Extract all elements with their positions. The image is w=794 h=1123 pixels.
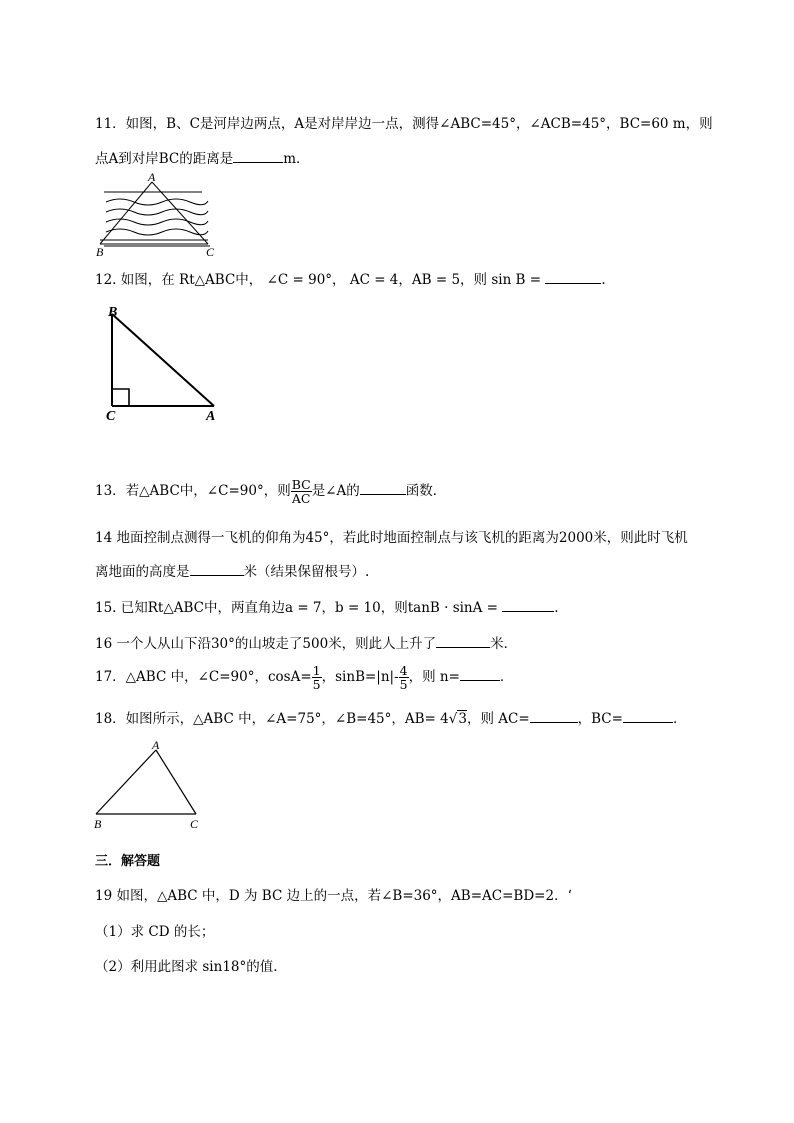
- fraction-numerator: 1: [312, 663, 321, 678]
- q17-line: [95, 664, 513, 691]
- side-ab: [112, 314, 214, 406]
- answer-blank: [233, 150, 283, 163]
- wave-line: [106, 209, 208, 215]
- q11-line1: 11．如图，B、C是河岸边两点，A是对岸岸边一点，测得∠ABC=45°，∠ACB=45°，BC=60 m，则: [95, 116, 713, 132]
- sqrt-radicand: 3: [458, 711, 467, 727]
- right-angle-mark: [112, 389, 129, 406]
- answer-blank: [190, 563, 244, 576]
- q14-text-a: 离地面的高度是: [95, 564, 190, 580]
- q12-text: 12. 如图，在 Rt△ABC中， ∠C = 90°， AC = 4，AB = 5，则 sin B =: [95, 272, 542, 288]
- wave-line: [106, 199, 208, 205]
- label-a: A: [148, 172, 156, 184]
- label-b: B: [96, 245, 104, 258]
- q11-line2-unit: m．: [283, 151, 310, 167]
- fraction-bc-ac: [291, 478, 312, 505]
- q16-text: 16 一个人从山下沿30°的山坡走了500米，则此人上升了: [95, 636, 437, 652]
- q17-text-a: 17．△ABC 中，∠C=90°，cosA=: [95, 669, 312, 686]
- label-c: C: [106, 409, 116, 424]
- q13-text-c: 函数．: [405, 483, 447, 500]
- fraction-numerator: 4: [399, 663, 408, 678]
- q18-tail: ．: [672, 711, 687, 727]
- q19-part1: （1）求 CD 的长；: [95, 924, 215, 940]
- label-b: B: [94, 817, 102, 831]
- wave-line: [106, 229, 208, 235]
- q14-line1: 14 地面控制点测得一飞机的仰角为45°，若此时地面控制点与该飞机的距离为2000米，则此时飞机: [95, 530, 688, 546]
- answer-blank: [545, 271, 601, 284]
- q18-line: [95, 707, 686, 727]
- wave-line: [106, 219, 208, 225]
- q13-line: [95, 478, 446, 505]
- label-c: C: [190, 817, 199, 831]
- triangle-figure: [90, 738, 210, 832]
- fraction-four-fifths: [399, 664, 409, 691]
- label-b: B: [108, 305, 118, 320]
- answer-blank: [436, 635, 490, 648]
- q16-line: [95, 632, 517, 652]
- q14-text-b: 米（结果保留根号）.: [243, 564, 370, 580]
- fraction-denominator: 5: [312, 677, 321, 693]
- q19-main: 19 如图，△ABC 中，D 为 BC 边上的一点，若∠B=36°，AB=AC=BD=2．‘: [95, 888, 572, 904]
- answer-blank: [460, 668, 500, 681]
- label-c: C: [206, 245, 215, 258]
- q15-tail: .: [554, 600, 559, 616]
- label-a: A: [206, 409, 216, 424]
- fraction-denominator: 5: [399, 677, 408, 693]
- q19-part2: （2）利用此图求 sin18°的值.: [95, 959, 278, 975]
- q14-line2: [95, 560, 369, 580]
- q17-text-c: ，则 n=: [408, 669, 460, 686]
- q13-text-b: 是∠A的: [311, 483, 360, 500]
- q17-tail: ．: [499, 669, 514, 686]
- answer-blank: [530, 710, 578, 723]
- q16-tail: 米．: [490, 636, 518, 652]
- answer-blank: [502, 599, 554, 612]
- right-triangle-figure: [100, 300, 230, 426]
- q18-text-a: 18．如图所示，△ABC 中，∠A=75°，∠B=45°，AB= 4: [95, 711, 449, 727]
- q15-line: [95, 596, 559, 616]
- q17-text-b: ，sinB=|n|-: [321, 669, 399, 686]
- river-figure: [92, 172, 222, 258]
- fraction-numerator: BC: [291, 477, 311, 492]
- label-a: A: [152, 738, 160, 752]
- sqrt-symbol: √: [448, 711, 458, 727]
- answer-blank: [360, 482, 406, 495]
- q15-text: 15. 已知Rt△ABC中，两直角边a = 7，b = 10，则tanB · sinA =: [95, 600, 498, 616]
- fraction-one-fifth: [312, 664, 322, 691]
- q12-line: [95, 268, 606, 288]
- fraction-denominator: AC: [291, 491, 311, 507]
- q11-line2-text: 点A到对岸BC的距离是: [95, 151, 234, 167]
- side-ab: [96, 750, 156, 814]
- answer-blank: [623, 710, 673, 723]
- side-ac: [156, 750, 196, 814]
- q11-line2: [95, 147, 310, 167]
- q13-text-a: 13．若△ABC中，∠C=90°，则: [95, 483, 291, 500]
- q18-text-c: ，BC=: [577, 711, 623, 727]
- q12-tail: .: [601, 272, 606, 288]
- q18-text-b: ，则 AC=: [466, 711, 530, 727]
- section-heading: 三．解答题: [95, 854, 161, 869]
